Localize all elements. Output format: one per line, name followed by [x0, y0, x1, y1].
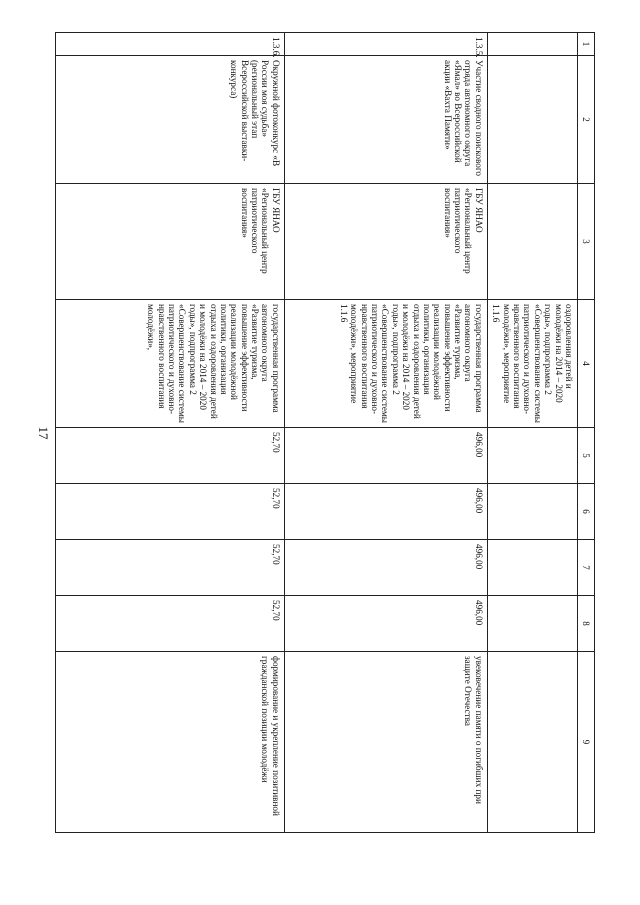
header-col-9: 9 — [578, 652, 595, 833]
header-col-2: 2 — [578, 56, 595, 184]
header-col-4: 4 — [578, 300, 595, 428]
header-col-7: 7 — [578, 540, 595, 596]
cell-program: государственная программа автономного округа «Развитие туризма, повышение эффективности реализации молодёжной политики, организация отдыха и оздоровления детей и молодёжи на 2014 – 2020 годы», подпрограмма 2 «Совершенствование системы патриотического и духовно-нравственного воспитания молодёжи», — [55, 300, 284, 428]
cell-event — [487, 56, 577, 184]
header-col-5: 5 — [578, 428, 595, 484]
cell-value-6: 52,70 — [55, 484, 284, 540]
header-row — [578, 33, 595, 833]
cell-event: Участие сводного поискового отряда автономного округа «Ямал» во Всероссийской акции «Вахта Памяти» — [284, 56, 487, 184]
header-col-3: 3 — [578, 184, 595, 300]
cell-value-7 — [487, 540, 577, 596]
header-col-1: 1 — [578, 33, 595, 56]
cell-value-5: 52,70 — [55, 428, 284, 484]
rotated-page-content — [63, 32, 595, 832]
cell-executor: ГБУ ЯНАО «Региональный центр патриотического воспитания» — [55, 184, 284, 300]
table-row — [284, 33, 487, 833]
cell-value-8: 52,70 — [55, 596, 284, 652]
table-row — [487, 33, 577, 833]
header-col-6: 6 — [578, 484, 595, 540]
cell-value-6: 496,00 — [284, 484, 487, 540]
cell-value-5: 496,00 — [284, 428, 487, 484]
cell-num — [487, 33, 577, 56]
cell-num: 1.3.5. — [284, 33, 487, 56]
cell-result — [487, 652, 577, 833]
cell-program: государственная программа автономного округа «Развитие туризма, повышение эффективности реализации молодёжной политики, организация отдыха и оздоровления детей и молодёжи на 2014 – 2020 годы», подпрограмма 2 «Совершенствование системы патриотического и духовно-нравственного воспитания молодёжи», мероприятие 1.1.6 — [284, 300, 487, 428]
cell-executor — [487, 184, 577, 300]
cell-result: увековечение памяти о погибших при защите Отечества — [284, 652, 487, 833]
cell-value-7: 52,70 — [55, 540, 284, 596]
events-table — [55, 32, 595, 833]
cell-program: оздоровления детей и молодёжи на 2014 – 2020 годы», подпрограмма 2 «Совершенствование системы патриотического и духовно-нравственного воспитания молодёжи», мероприятие 1.1.6 — [487, 300, 577, 428]
cell-value-5 — [487, 428, 577, 484]
cell-num: 1.3.6. — [55, 33, 284, 56]
page-number: 17 — [36, 426, 51, 440]
cell-value-6 — [487, 484, 577, 540]
cell-value-7: 496,00 — [284, 540, 487, 596]
cell-result: формирование и укрепление позитивной гражданской позиции молодёжи — [55, 652, 284, 833]
cell-value-8 — [487, 596, 577, 652]
cell-executor: ГБУ ЯНАО «Региональный центр патриотического воспитания» — [284, 184, 487, 300]
cell-value-8: 496,00 — [284, 596, 487, 652]
header-col-8: 8 — [578, 596, 595, 652]
table-row — [55, 33, 284, 833]
cell-event: Окружной фотоконкурс «В России моя судьба» (региональный этап Всероссийской выставки-конкурса) — [55, 56, 284, 184]
